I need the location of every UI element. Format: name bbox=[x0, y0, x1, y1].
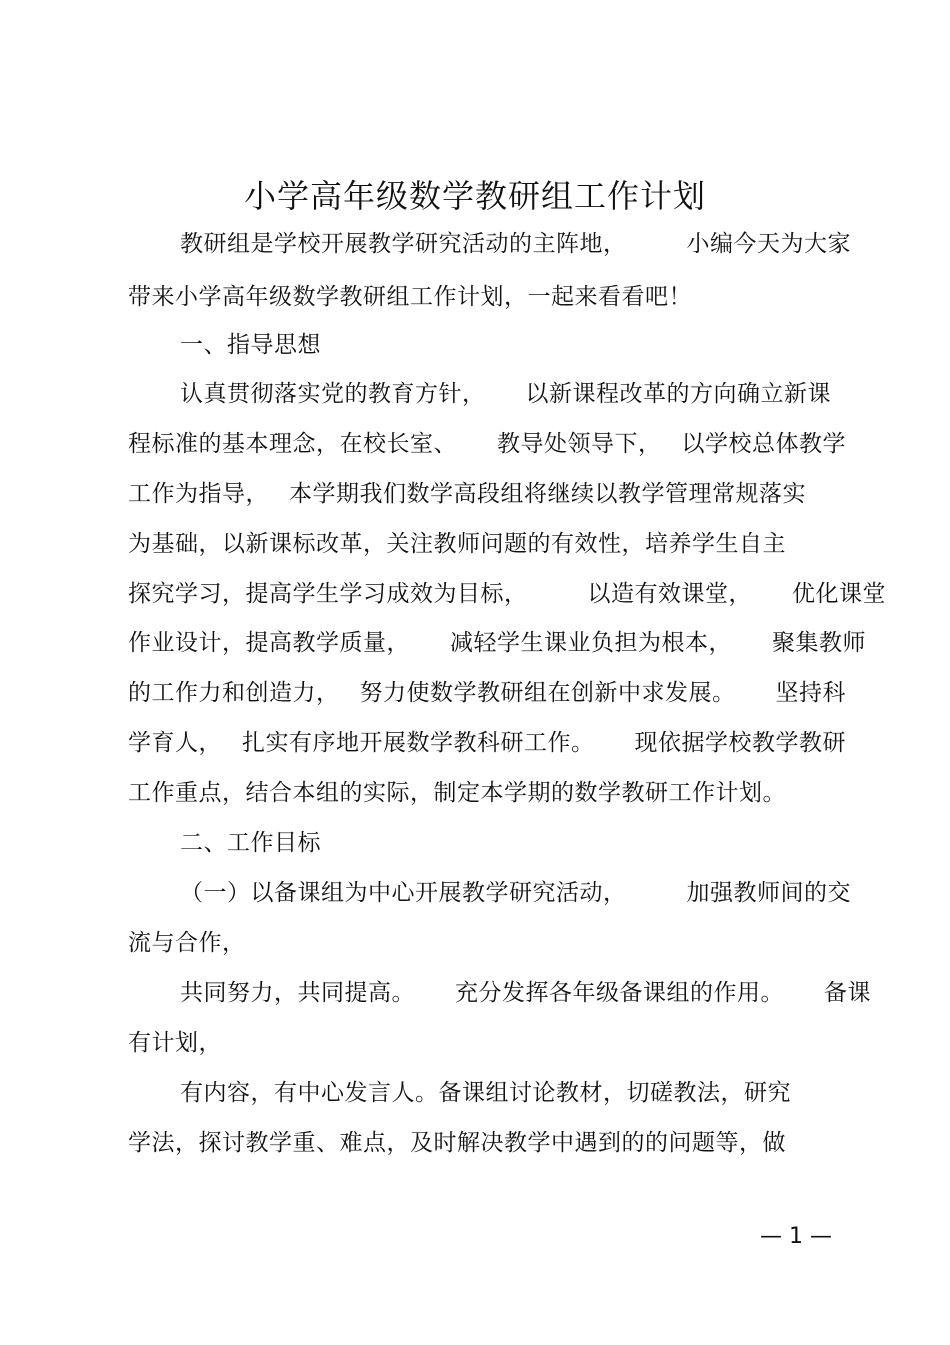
paragraph-line bbox=[128, 281, 692, 313]
text-segment: 以造有效课堂， bbox=[587, 581, 752, 607]
paragraph-line bbox=[128, 578, 886, 610]
text-segment: 二、工作目标 bbox=[180, 830, 321, 856]
text-segment: 以学校总体教学 bbox=[681, 431, 846, 457]
text-segment: 一、指导思想 bbox=[180, 332, 321, 358]
text-segment: 探究学习，提高学生学习成效为目标， bbox=[128, 581, 528, 607]
text-segment: 学法，探讨教学重、难点，及时解决教学中遇到的的问题等，做 bbox=[128, 1130, 786, 1156]
paragraph-line bbox=[180, 378, 831, 410]
paragraph-line bbox=[128, 927, 246, 959]
text-segment: 小编今天为大家 bbox=[686, 231, 851, 257]
text-segment: 以新课程改革的方向确立新课 bbox=[525, 381, 831, 407]
paragraph-line bbox=[128, 428, 846, 460]
text-segment: 有内容，有中心发言人。备课组讨论教材，切磋教法，研究 bbox=[180, 1080, 791, 1106]
paragraph-line bbox=[128, 1127, 786, 1159]
text-segment: 聚集教师 bbox=[772, 630, 866, 656]
section-heading bbox=[180, 329, 321, 361]
paragraph-line bbox=[128, 627, 866, 659]
text-segment: 带来小学高年级数学教研组工作计划，一起来看看吧！ bbox=[128, 284, 692, 310]
paragraph-line bbox=[128, 1027, 222, 1059]
text-segment: 充分发挥各年级备课组的作用。 bbox=[455, 980, 784, 1006]
paragraph-line bbox=[180, 228, 851, 260]
text-segment: 教导处领导下， bbox=[497, 431, 662, 457]
paragraph-line bbox=[128, 727, 846, 759]
section-heading bbox=[180, 827, 321, 859]
paragraph-line bbox=[128, 528, 786, 560]
text-segment: 优化课堂 bbox=[792, 581, 886, 607]
text-segment: 工作重点，结合本组的实际，制定本学期的数学教研工作计划。 bbox=[128, 780, 786, 806]
text-segment: 作业设计，提高教学质量， bbox=[128, 630, 410, 656]
text-segment: 共同努力，共同提高。 bbox=[180, 980, 415, 1006]
text-segment: 程标准的基本理念，在校长室、 bbox=[128, 431, 457, 457]
text-segment: 现依据学校教学教研 bbox=[634, 730, 846, 756]
text-segment: 努力使数学教研组在创新中求发展。 bbox=[359, 680, 736, 706]
text-segment: 流与合作， bbox=[128, 930, 246, 956]
paragraph-line bbox=[128, 677, 846, 709]
text-segment: 工作为指导， bbox=[128, 481, 269, 507]
text-segment: 学育人， bbox=[128, 730, 222, 756]
text-segment: 备课 bbox=[824, 980, 871, 1006]
document-title: 小学高年级数学教研组工作计划 bbox=[243, 177, 706, 215]
text-segment: 有计划， bbox=[128, 1030, 222, 1056]
text-segment: （一）以备课组为中心开展教学研究活动， bbox=[180, 880, 627, 906]
text-segment: 减轻学生课业负担为根本， bbox=[450, 630, 732, 656]
page-number: — 1 — bbox=[760, 1224, 832, 1249]
paragraph-line bbox=[180, 877, 851, 909]
text-segment: 教研组是学校开展教学研究活动的主阵地， bbox=[180, 231, 627, 257]
text-segment: 加强教师间的交 bbox=[686, 880, 851, 906]
paragraph-line bbox=[128, 478, 806, 510]
text-segment: 的工作力和创造力， bbox=[128, 680, 340, 706]
text-segment: 本学期我们数学高段组将继续以教学管理常规落实 bbox=[289, 481, 806, 507]
text-segment: 坚持科 bbox=[775, 680, 846, 706]
text-segment: 为基础，以新课标改革，关注教师问题的有效性，培养学生自主 bbox=[128, 531, 786, 557]
paragraph-line bbox=[180, 1077, 791, 1109]
text-segment: 扎实有序地开展数学教科研工作。 bbox=[242, 730, 595, 756]
paragraph-line bbox=[180, 977, 871, 1009]
text-segment: 认真贯彻落实党的教育方针， bbox=[180, 381, 486, 407]
paragraph-line bbox=[128, 777, 786, 809]
